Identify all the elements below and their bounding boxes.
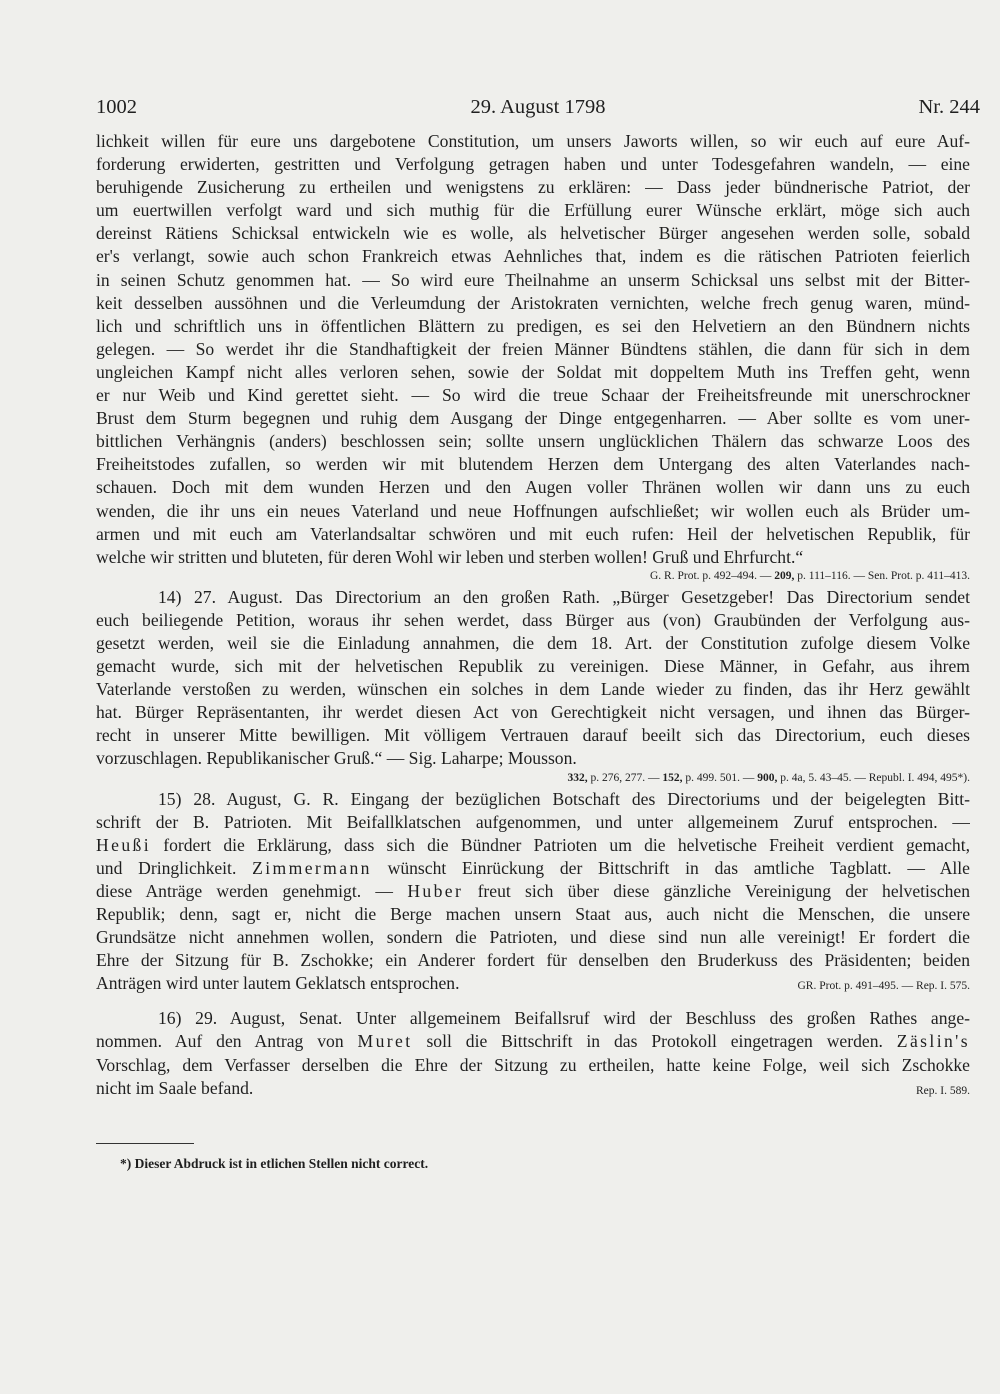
text-line bbox=[96, 880, 970, 903]
text-line: schrift der B. Patrioten. Mit Beifallklatschen aufgenommen, und unter allgemeinem Zuruf entsprochen. — bbox=[96, 811, 970, 832]
text-line: um euertwillen verfolgt ward und sich muthig für die Erfüllung eurer Wünsche erklärt, möge sich auch bbox=[96, 200, 970, 221]
ref-part: G. R. Prot. p. 492–494. — bbox=[650, 569, 775, 582]
speaker-name: Huber bbox=[407, 880, 464, 901]
text-line: vorzuschlagen. Republikanischer Gruß.“ — Sig. Laharpe; Mousson. bbox=[96, 748, 577, 769]
text-line: wenden, die ihr uns ein neues Vaterland und neue Hoffnungen aufschließet; wir wollen euch als Brüder um- bbox=[96, 500, 970, 521]
text-line: forderung erwiderten, gestritten und Verfolgung getragen haben und unter Todesgefahren wandeln, — eine bbox=[96, 154, 970, 175]
text-line: armen und mit euch am Vaterlandsaltar schwören und mit euch rufen: Heil der helvetischen Republik, für bbox=[96, 523, 970, 544]
text-line: gemacht wurde, sich mit der helvetischen Republik zu vereinigen. Diese Männer, in Gefahr, aus ihrem bbox=[96, 656, 970, 677]
speaker-name: Heußi bbox=[96, 834, 151, 855]
footnote: *) Dieser Abdruck ist in etlichen Stellen nicht correct. bbox=[120, 1156, 429, 1171]
text-line: beruhigende Zusicherung zu ertheilen und wenigstens zu erklären: — Dass jeder bündnerische Patriot, der bbox=[96, 177, 970, 198]
text-fragment: nicht im Saale befand. bbox=[96, 1077, 254, 1098]
section-14 bbox=[96, 586, 970, 788]
text-line: hat. Bürger Repräsentanten, ihr werdet diesen Act von Gerechtigkeit nicht versagen, und ihnen das Bürger- bbox=[96, 702, 970, 723]
text-line bbox=[96, 834, 970, 857]
text-line: gesetzt werden, weil sie die Einladung annahmen, die dem 18. Art. der Constitution zufolge diesem Volke bbox=[96, 632, 970, 653]
text-fragment: Anträgen wird unter lautem Geklatsch entsprochen. bbox=[96, 973, 460, 994]
text-line: er's verlangt, sowie auch schon Frankreich etwas Aehnliches that, indem es die rätischen Patrioten feierlich bbox=[96, 246, 970, 267]
text-line: schauen. Doch mit dem wunden Herzen und den Augen voller Thränen wollen wir dann uns zu euch bbox=[96, 477, 970, 498]
petition-continuation bbox=[96, 130, 970, 586]
text-line: lich und schriftlich uns in öffentlichen Blättern zu predigen, es sei den Helvetiern an den Bündnern nichts bbox=[96, 315, 970, 336]
ref-part: p. 4a, 5. 43–45. — Republ. I. 494, 495*). bbox=[777, 771, 970, 784]
text-line: gelegen. — So werdet ihr die Standhaftigkeit der freien Männer Bündtens stählen, die dann für sich in dem bbox=[96, 338, 970, 359]
section-16 bbox=[96, 1007, 970, 1099]
text-line: ungleichen Kampf nicht alles verloren sehen, sowie der Soldat mit doppeltem Muth ins Treffen geht, wenn bbox=[96, 361, 970, 382]
text-fragment: diese Anträge werden genehmigt. — bbox=[96, 880, 408, 901]
text-fragment: soll die Bittschrift in das Protokoll eingetragen werden. bbox=[412, 1031, 897, 1052]
page-number: 1002 bbox=[96, 96, 137, 118]
text-fragment: wünscht Einrückung der Bittschrift in das amtliche Tagblatt. — Alle bbox=[371, 857, 970, 878]
text-line: 15) 28. August, G. R. Eingang der bezüglichen Botschaft des Directoriums und der beigelegten Bitt- bbox=[158, 788, 970, 809]
speaker-name: Zäslin's bbox=[896, 1031, 970, 1052]
speaker-name: Zimmermann bbox=[252, 857, 372, 878]
text-line-with-reference bbox=[96, 972, 970, 995]
main-text bbox=[96, 130, 970, 1100]
ref-part: p. 276, 277. — bbox=[587, 771, 663, 784]
ref-volume: 332, bbox=[567, 771, 588, 784]
text-line: Vaterlande verstoßen zu werden, wünschen ein solches in dem Lande wieder zu finden, das ihr Herz gewählt bbox=[96, 679, 970, 700]
source-reference bbox=[96, 567, 970, 586]
ref-volume: 900, bbox=[757, 771, 778, 784]
source-reference: GR. Prot. p. 491–495. — Rep. I. 575. bbox=[797, 980, 970, 993]
text-line: Brust dem Sturm begegnen und ruhig dem Ausgang der Dinge entgegenharren. — Aber sollte es vom uner- bbox=[96, 408, 970, 429]
text-fragment: nommen. Auf den Antrag von bbox=[96, 1031, 358, 1052]
text-line: euch beiliegende Petition, woraus ihr sehen werdet, dass Bürger aus (von) Graubünden der Verfolgung aus- bbox=[96, 609, 970, 630]
text-line: recht in unserer Mitte bewilligen. Mit völligem Vertrauen darauf beeilt sich das Directorium, euch dieses bbox=[96, 725, 970, 746]
text-line: Republik; denn, sagt er, nicht die Berge machen unsern Staat aus, auch nicht die Menschen, die unsere bbox=[96, 904, 970, 924]
text-line: bittlichen Verhängnis (anders) beschlossen sein; sollte unsern unglücklichen Thälern das schwarze Loos des bbox=[96, 431, 970, 452]
page-header bbox=[96, 96, 980, 122]
text-line: keit desselben aussöhnen und die Verleumdung der Aristokraten vernichten, welche frech genug waren, münd- bbox=[96, 292, 970, 313]
text-line: in seinen Schutz genommen hat. — So wird eure Theilnahme an unserm Schicksal uns selbst mit der Bitter- bbox=[96, 269, 970, 290]
text-line: er nur Weib und Kind gerettet sieht. — So wird die treue Schaar der Freiheitsfreunde mit unerschrockner bbox=[96, 385, 970, 406]
text-line: Vorschlag, dem Verfasser derselben die Ehre der Sitzung zu ertheilen, hatte keine Folge, weil sich Zschokke bbox=[96, 1054, 970, 1075]
text-line: lichkeit willen für eure uns dargebotene Constitution, um unsers Jaworts willen, so wir euch auf eure Auf- bbox=[96, 131, 970, 151]
text-fragment: und Dringlichkeit. bbox=[96, 857, 253, 878]
text-fragment: freut sich über diese gänzliche Vereinigung der helvetischen bbox=[463, 880, 970, 901]
issue-number: Nr. 244 bbox=[918, 96, 980, 118]
text-line bbox=[96, 1030, 970, 1053]
text-line: Grundsätze nicht annehmen wollen, sondern die Patrioten, und diese sind nun alle vereinigt! Er fordert die bbox=[96, 927, 970, 948]
source-reference: Rep. I. 589. bbox=[916, 1084, 970, 1097]
text-line: Freiheitstodes zufallen, so werden wir mit blutendem Herzen dem Untergang des alten Vaterlandes nach- bbox=[96, 454, 970, 475]
text-line: Ehre der Sitzung für B. Zschokke; ein Anderer fordert für denselben den Bruderkuss des Präsidenten; beiden bbox=[96, 950, 970, 971]
text-fragment: fordert die Erklärung, dass sich die Bündner Patrioten um die helvetische Freiheit verdient gemacht, bbox=[151, 834, 970, 855]
source-reference bbox=[96, 769, 970, 788]
text-line bbox=[96, 857, 970, 880]
text-line-with-reference bbox=[96, 1077, 970, 1100]
ref-part: p. 499. 501. — bbox=[682, 771, 758, 784]
text-line: dereinst Rätiens Schicksal entwickeln wie es wolle, als helvetischer Bürger angesehen werden solle, sobald bbox=[96, 223, 970, 244]
ref-part: p. 111–116. — Sen. Prot. p. 411–413. bbox=[794, 569, 970, 582]
speaker-name: Muret bbox=[357, 1031, 413, 1052]
text-line: welche wir stritten und bluteten, für deren Wohl wir leben und sterben wollen! Gruß und Ehrfurcht.“ bbox=[96, 546, 804, 567]
text-line: 16) 29. August, Senat. Unter allgemeinem Beifallsruf wird der Beschluss des großen Rathes ange- bbox=[158, 1008, 970, 1029]
ref-volume: 209, bbox=[774, 569, 795, 582]
ref-volume: 152, bbox=[662, 771, 683, 784]
text-line: 14) 27. August. Das Directorium an den großen Rath. „Bürger Gesetzgeber! Das Directorium sendet bbox=[158, 586, 970, 607]
footnote-rule bbox=[96, 1143, 194, 1144]
header-date: 29. August 1798 bbox=[470, 96, 606, 118]
section-15 bbox=[96, 788, 970, 996]
